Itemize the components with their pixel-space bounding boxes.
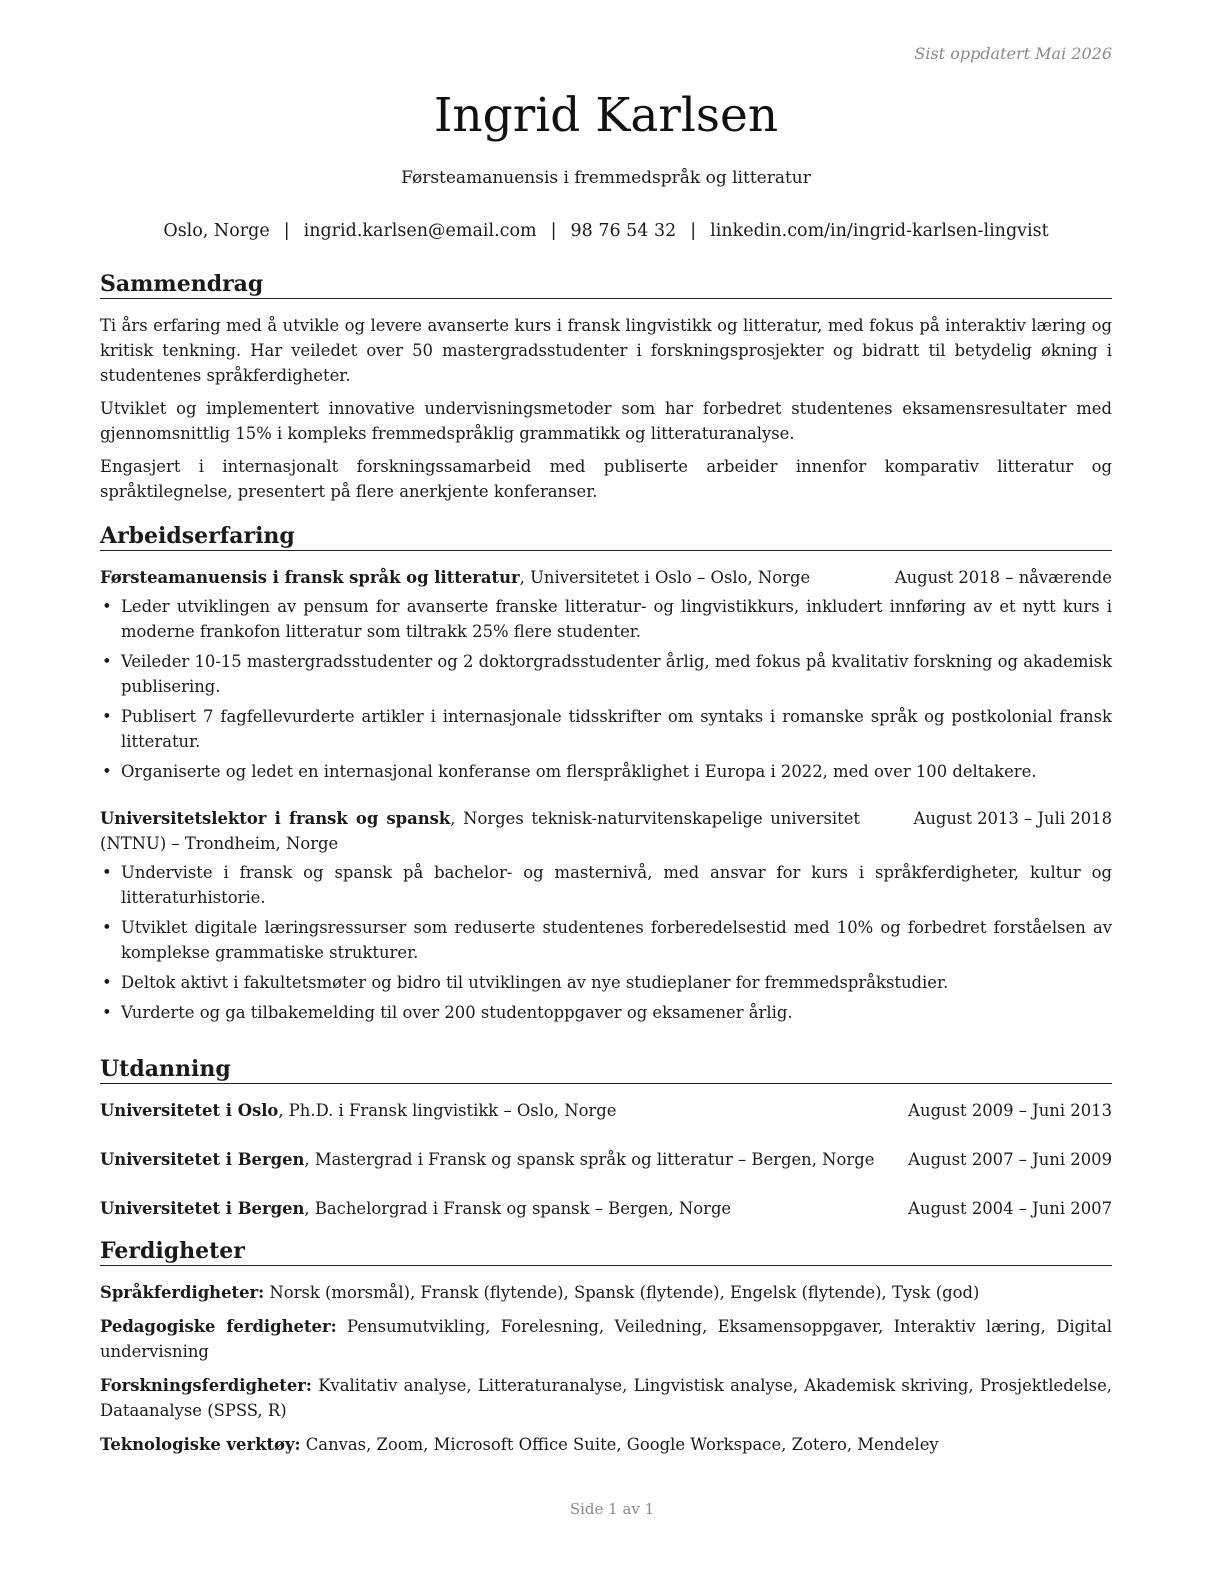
last-updated: Sist oppdatert Mai 2026 xyxy=(914,44,1112,63)
education-row xyxy=(100,1196,1112,1221)
skill-value: Canvas, Zoom, Microsoft Office Suite, Google Workspace, Zotero, Mendeley xyxy=(300,1435,939,1454)
summary-paragraph: Ti års erfaring med å utvikle og levere avanserte kurs i fransk lingvistikk og litteratur, med fokus på interaktiv læring og kritisk tenkning. Har veiledet over 50 mastergradsstudenter i forskningsprosjekter og bidratt til betydelig økning i studentenes språkferdigheter. xyxy=(100,316,1112,385)
list-item: • Utviklet digitale læringsressurser som reduserte studentenes forberedelsestid med 10% og forbedret forståelsen av komplekse grammatiske strukturer. xyxy=(100,915,1112,965)
list-item: • Publisert 7 fagfellevurderte artikler i internasjonale tidsskrifter om syntaks i romanske språk og postkolonial fransk litteratur. xyxy=(100,704,1112,754)
list-item: • Vurderte og ga tilbakemelding til over 200 studentoppgaver og eksamener årlig. xyxy=(100,1000,1112,1025)
job-entry xyxy=(100,565,1112,784)
job-header xyxy=(100,806,1112,856)
page-number: Side 1 av 1 xyxy=(569,1500,655,1518)
job-bullets xyxy=(100,594,1112,784)
education-school: Universitetet i Oslo xyxy=(100,1101,279,1120)
job-entry xyxy=(100,806,1112,1025)
list-item: • Veileder 10-15 mastergradsstudenter og 2 doktorgradsstudenter årlig, med fokus på kvalitativ forskning og akademisk publisering. xyxy=(100,649,1112,699)
education-detail: , Mastergrad i Fransk og spansk språk og litteratur – Bergen, Norge xyxy=(304,1150,875,1169)
experience-section xyxy=(100,522,1112,1030)
job-dates: August 2018 – nåværende xyxy=(894,568,1112,587)
education-section xyxy=(100,1055,1112,1221)
contact-location: Oslo, Norge xyxy=(163,221,270,241)
skill-value: Kvalitativ analyse, Litteraturanalyse, Lingvistisk analyse, Akademisk skriving, Prosjektledelse, Dataanalyse (SPSS, R) xyxy=(100,1376,1112,1420)
contact-separator: | xyxy=(283,221,290,241)
skill-row xyxy=(100,1280,1112,1305)
section-title-education: Utdanning xyxy=(100,1055,1112,1084)
job-bullets xyxy=(100,860,1112,1025)
education-dates: August 2007 – Juni 2009 xyxy=(908,1150,1112,1169)
education-row xyxy=(100,1147,1112,1172)
skills-section xyxy=(100,1237,1112,1466)
list-item: • Leder utviklingen av pensum for avanserte franske litteratur- og lingvistikkurs, inkludert innføring av et nytt kurs i moderne frankofon litteratur som tiltrakk 25% flere studenter. xyxy=(100,594,1112,644)
skill-label: Pedagogiske ferdigheter: xyxy=(100,1317,337,1336)
education-dates: August 2009 – Juni 2013 xyxy=(908,1101,1112,1120)
bullet-icon: • xyxy=(102,707,112,726)
skill-label: Teknologiske verktøy: xyxy=(100,1435,301,1454)
job-header xyxy=(100,565,1112,590)
contact-separator: | xyxy=(690,221,697,241)
skill-value: Norsk (morsmål), Fransk (flytende), Spansk (flytende), Engelsk (flytende), Tysk (god) xyxy=(264,1283,980,1302)
bullet-icon: • xyxy=(102,762,112,781)
education-dates: August 2004 – Juni 2007 xyxy=(908,1199,1112,1218)
skill-value: Pensumutvikling, Forelesning, Veiledning, Eksamensoppgaver, Interaktiv læring, Digital undervisning xyxy=(100,1317,1112,1361)
section-title-skills: Ferdigheter xyxy=(100,1237,1112,1266)
summary-paragraph: Engasjert i internasjonalt forskningssamarbeid med publiserte arbeider innenfor komparativ litteratur og språktilegnelse, presentert på flere anerkjente konferanser. xyxy=(100,457,1112,501)
list-item: • Organiserte og ledet en internasjonal konferanse om flerspråklighet i Europa i 2022, med over 100 deltakere. xyxy=(100,759,1112,784)
contact-line xyxy=(100,218,1112,244)
skill-row xyxy=(100,1432,1112,1457)
bullet-icon: • xyxy=(102,863,112,882)
job-employer: , Norges teknisk-naturvitenskapelige universitet (NTNU) – Trondheim, Norge xyxy=(100,809,860,853)
skill-label: Språkferdigheter: xyxy=(100,1283,265,1302)
bullet-icon: • xyxy=(102,597,112,616)
bullet-icon: • xyxy=(102,1003,112,1022)
job-dates: August 2013 – Juli 2018 xyxy=(913,809,1112,828)
contact-linkedin[interactable]: linkedin.com/in/ingrid-karlsen-lingvist xyxy=(710,221,1049,241)
skill-row xyxy=(100,1314,1112,1364)
list-item: • Underviste i fransk og spansk på bachelor- og masternivå, med ansvar for kurs i språkferdigheter, kultur og litteraturhistorie. xyxy=(100,860,1112,910)
skill-row xyxy=(100,1373,1112,1423)
summary-paragraph: Utviklet og implementert innovative undervisningsmetoder som har forbedret studentenes eksamensresultater med gjennomsnittlig 15% i kompleks fremmedspråklig grammatikk og litteraturanalyse. xyxy=(100,399,1112,443)
job-role: Førsteamanuensis i fransk språk og litteratur xyxy=(100,568,520,587)
headline: Førsteamanuensis i fremmedspråk og litteratur xyxy=(401,168,811,188)
education-detail: , Bachelorgrad i Fransk og spansk – Bergen, Norge xyxy=(304,1199,732,1218)
bullet-icon: • xyxy=(102,918,112,937)
bullet-icon: • xyxy=(102,652,112,671)
skill-label: Forskningsferdigheter: xyxy=(100,1376,312,1395)
list-item: • Deltok aktivt i fakultetsmøter og bidro til utviklingen av nye studieplaner for fremmedspråkstudier. xyxy=(100,970,1112,995)
education-school: Universitetet i Bergen xyxy=(100,1199,305,1218)
education-detail: , Ph.D. i Fransk lingvistikk – Oslo, Norge xyxy=(278,1101,617,1120)
contact-phone[interactable]: 98 76 54 32 xyxy=(570,221,677,241)
contact-email[interactable]: ingrid.karlsen@email.com xyxy=(303,221,537,241)
bullet-icon: • xyxy=(102,973,112,992)
education-row xyxy=(100,1098,1112,1123)
summary-section xyxy=(100,270,1112,512)
job-role: Universitetslektor i fransk og spansk xyxy=(100,809,451,828)
contact-separator: | xyxy=(550,221,557,241)
education-school: Universitetet i Bergen xyxy=(100,1150,305,1169)
job-employer: , Universitetet i Oslo – Oslo, Norge xyxy=(519,568,811,587)
candidate-name: Ingrid Karlsen xyxy=(433,88,779,143)
section-title-experience: Arbeidserfaring xyxy=(100,522,1112,551)
section-title-summary: Sammendrag xyxy=(100,270,1112,299)
